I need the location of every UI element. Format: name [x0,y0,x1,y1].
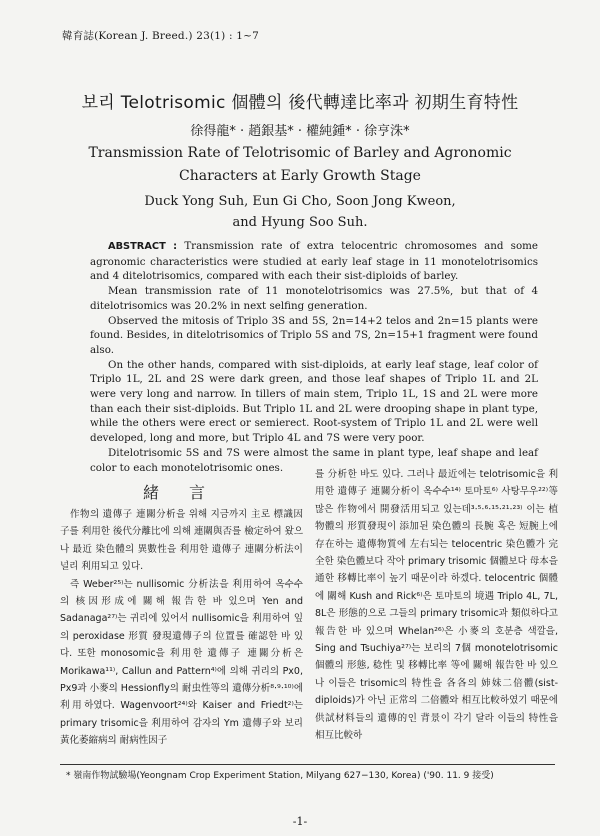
left-paragraph-2: 즉 Weber²⁵⁾는 nullisomic 分析法을 利用하여 옥수수의 核因形成에 關해 報告한 바 있으며 Yen and Sadanaga²⁷⁾는 귀리에 있어서 nullisomic을 利用하여 잎의 peroxidase 形質 發現遺傳子의 位置를 確認한 바 있다. 또한 monosomic을 利用한 遺傳子 連關分析은 Morikawa¹¹⁾, Callun and Pattern⁴⁾에 의해 귀리의 Px0, Px9과 小麥의 Hessionfly의 耐虫性等의 遺傳分析⁸⋅⁹⋅¹⁰⁾에 利用하였다. Wagenvoort²⁴⁾와 Kaiser and Friedt²⁾는 primary trisomic을 利用하여 감자의 Ym 遺傳子와 보리 黃化萎縮病의 耐病性因子 [60,578,303,747]
page-number: -1- [292,815,308,828]
journal-reference: 韓育誌(Korean J. Breed.) 23(1) : 1~7 [62,30,260,42]
english-authors-line-1: Duck Yong Suh, Eun Gi Cho, Soon Jong Kweon, [144,194,456,209]
abstract-text-1: Transmission rate of extra telocentric chromosomes and some agronomic characteristics were studied at early leaf stage in 11 monotelotrisomics and 4 ditelotrisomics, compared with each their sist-diploids of barley. [90,240,539,283]
right-paragraph-1: 를 分析한 바도 있다. 그러나 最近에는 telotrisomic을 利用한 遺傳子 連關分析이 옥수수¹⁴⁾ 토마토⁶⁾ 사탕무우²²⁾等 많은 作物에서 開發活用되고 있는데³⋅⁵⋅⁶⋅¹⁵⋅²¹⋅²³⁾ 이는 植物體의 形質發現이 添加된 染色體의 長腕 혹은 短腕上에 存在하는 遺傳物質에 左右되는 telocentric 染色體가 完全한 染色體보다 작아 primary trisomic 個體보다 母本을 通한 移轉比率이 높기 때문이라 하겠다. telocentric 個體에 關해 Kush and Rick⁶⁾은 토마토의 境遇 Triplo 4L, 7L, 8L은 形態的으로 그들의 primary trisomic과 類似하다고 報告한 바 있으며 Whelan²⁶⁾은 小麥의 호분층 색깔을, Sing and Tsuchiya²⁷⁾는 보리의 7個 monotelotrisomic 個體의 形態, 稔性 및 移轉比率 等에 關해 報告한 바 있으나 이들은 trisomic의 特性을 各各의 姉妹二倍體(sist-diploids)가 아닌 正常의 二倍體와 相互比較하였기 때문에 供試材料들의 遺傳的인 背景이 각기 달라 이들의 特性을 相互比較하 [315,469,558,742]
english-title-line-1: Transmission Rate of Telotrisomic of Barley and Agronomic [88,145,512,161]
footnote-divider [60,764,555,765]
english-authors-line-2: and Hyung Soo Suh. [232,215,368,230]
english-title-line-2: Characters at Early Growth Stage [179,168,421,184]
footnote: * 嶺南作物試驗場(Yeongnam Crop Experiment Station, Milyang 627−130, Korea) ('90. 11. 9 接受) [66,771,494,781]
abstract-label: ABSTRACT : [108,241,178,252]
abstract-paragraph-2: Mean transmission rate of 11 monotelotrisomics was 27.5%, but that of 4 ditelotrisomics was 20.2% in next selfing generation. [90,285,538,312]
english-authors [0,191,600,233]
english-title [0,142,600,188]
abstract [90,239,538,475]
abstract-paragraph-3: Observed the mitosis of Triplo 3S and 5S, 2n=14+2 telos and 2n=15 plants were found. Besides, in ditelotrisomics of Triplo 5S and 7S, 2n=15+1 fragment were found also. [90,314,538,356]
abstract-paragraph-1 [90,239,538,284]
korean-title: 보리 Telotrisomic 個體의 後代轉達比率과 初期生育特性 [81,93,519,113]
abstract-paragraph-5: Ditelotrisomic 5S and 7S were almost the same in plant type, leaf shape and leaf color to each monotelotrisomic ones. [90,446,538,474]
body-left-column [60,506,303,750]
korean-authors: 徐得龍* · 趙銀基* · 權純鍾* · 徐亨洙* [190,124,410,139]
section-heading-introduction: 緒言 [142,483,235,502]
body-right-column [315,466,558,745]
left-paragraph-1: 作物의 遺傳子 連關分析을 위해 지금까지 主로 標識因子를 利用한 後代分離比에 의해 連關與否를 檢定하여 왔으나 最近 染色體의 異數性을 利用한 遺傳子 連關分析法이 널리 利用되고 있다. [60,509,303,573]
abstract-paragraph-4: On the other hands, compared with sist-diploids, at early leaf stage, leaf color of Triplo 1L, 2L and 2S were dark green, and those leaf shapes of Triplo 1L and 2L were very long and narrow. In tillers of main stem, Triplo 1L, 1S and 2L were more than each their sist-diploids. But Triplo 1L and 2L were drooping shape in plant type, while the others were erect or semierect. Root-system of Triplo 1L and 2L were well developed, long and more, but Triplo 4L and 7S were very poor. [90,358,538,445]
